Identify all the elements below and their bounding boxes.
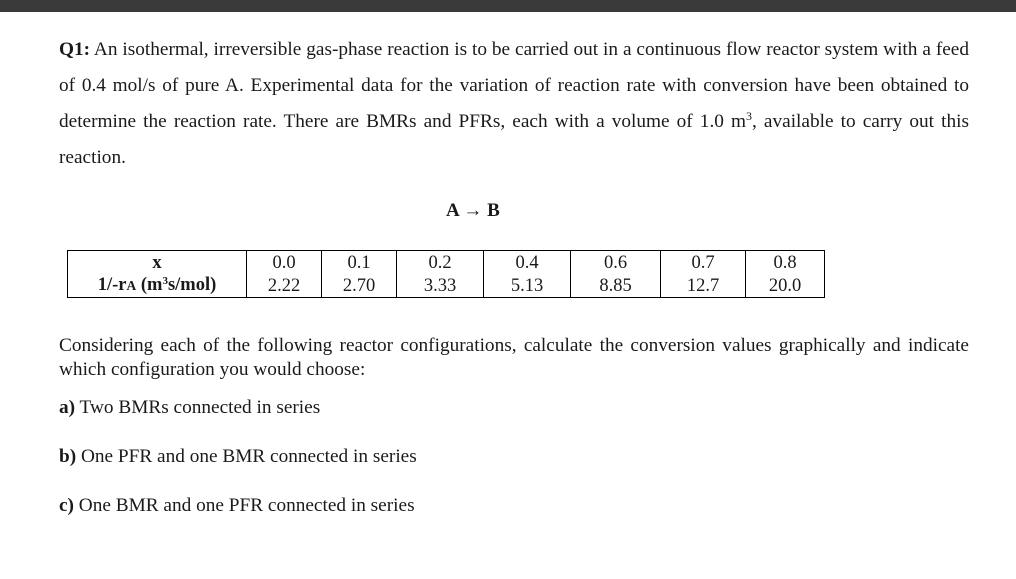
option-a [59, 397, 320, 419]
table-row-rate [68, 274, 825, 298]
document-page [0, 12, 1016, 579]
header-cell-x: x [68, 251, 247, 275]
question-label: Q1: [59, 39, 91, 60]
x-cell: 0.2 [397, 251, 484, 275]
question-paragraph [59, 32, 969, 176]
option-b-text: One PFR and one BMR connected in series [76, 446, 417, 467]
rate-cell: 3.33 [397, 274, 484, 298]
reaction-equation: A → B [446, 200, 500, 221]
option-a-label: a) [59, 397, 76, 418]
option-c-label: c) [59, 495, 74, 516]
option-c-text: One BMR and one PFR connected in series [73, 495, 415, 516]
x-cell: 0.0 [247, 251, 322, 275]
rate-data-table [67, 250, 825, 298]
rate-cell: 2.70 [322, 274, 397, 298]
rate-cell: 20.0 [746, 274, 825, 298]
rate-header-unit-superscript: 3 [162, 275, 168, 287]
rate-cell: 12.7 [661, 274, 746, 298]
rate-cell: 2.22 [247, 274, 322, 298]
option-c [59, 495, 415, 517]
rate-header-unit-b: s/mol) [167, 275, 217, 295]
header-cell-rate [68, 274, 247, 298]
option-b [59, 446, 417, 468]
x-cell: 0.1 [322, 251, 397, 275]
volume-unit-superscript: 3 [746, 109, 753, 123]
x-cell: 0.7 [661, 251, 746, 275]
rate-header-unit-a: (m [136, 275, 163, 295]
option-a-text: Two BMRs connected in series [75, 397, 321, 418]
rate-header-subscript: A [126, 278, 137, 293]
rate-header-main: 1/-r [97, 275, 127, 295]
table-row-conversion [68, 251, 825, 275]
instructions-paragraph: Considering each of the following reactor configurations, calculate the conversion values graphically and indicate which configuration you would choose: [59, 335, 969, 380]
option-b-label: b) [59, 446, 77, 467]
rate-cell: 5.13 [484, 274, 571, 298]
x-cell: 0.8 [746, 251, 825, 275]
question-text-part2: , available to carry out this reaction. [59, 111, 969, 168]
window-top-bar [0, 0, 1016, 12]
x-cell: 0.4 [484, 251, 571, 275]
rate-cell: 8.85 [571, 274, 661, 298]
question-text-part1: An isothermal, irreversible gas-phase reaction is to be carried out in a continuous flow reactor system with a feed of 0.4 mol/s of pure A. Experimental data for the variation of reaction rate with conversion have been obtained to determine the reaction rate. There are BMRs and PFRs, each with a volume of 1.0 m [59, 39, 969, 132]
x-cell: 0.6 [571, 251, 661, 275]
